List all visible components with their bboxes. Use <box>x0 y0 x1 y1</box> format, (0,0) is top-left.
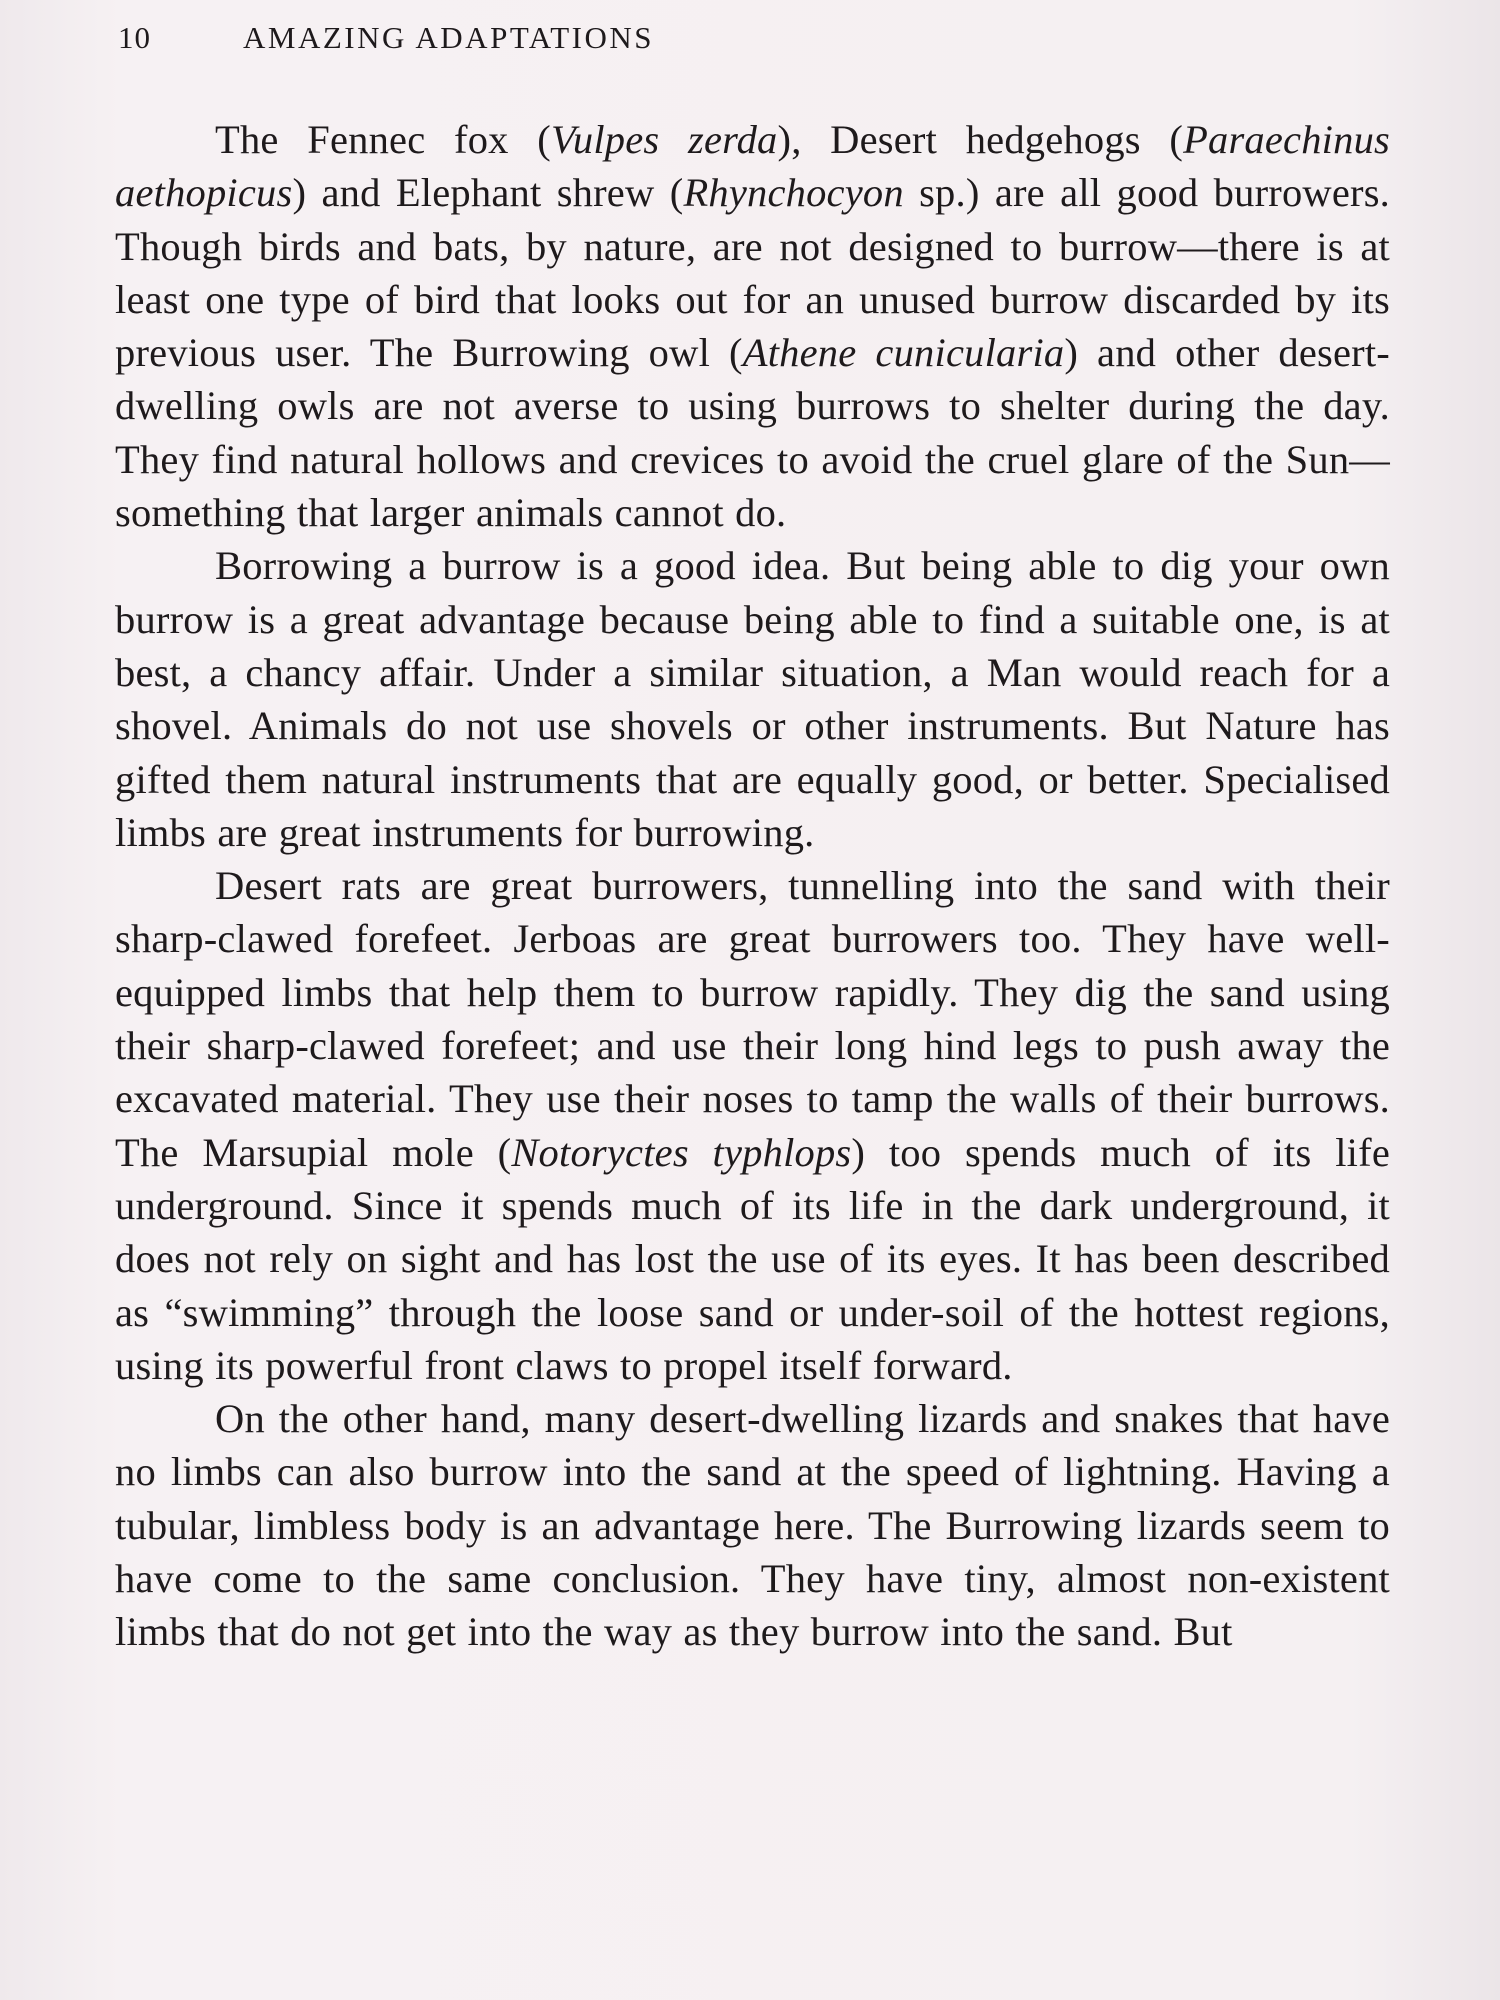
body-text <box>115 113 1390 1659</box>
text-run: Desert rats are great burrowers, tunnelling into the sand with their sharp-clawed forefeet. Jerboas are great burrowers too. They have well-equipped limbs that help them to burrow rapidly. They dig the sand using their sharp-clawed forefeet; and use their long hind legs to push away the excavated material. They use their noses to tamp the walls of their burrows. The Marsupial mole ( <box>115 863 1390 1175</box>
paragraph-desert-rats <box>115 859 1390 1392</box>
running-title: AMAZING ADAPTATIONS <box>243 20 654 55</box>
running-head <box>118 18 654 58</box>
species-name: Athene cunicularia <box>742 330 1065 376</box>
paragraph-limbless-lizards <box>115 1392 1390 1658</box>
text-run: ) and Elephant shrew ( <box>292 170 684 216</box>
text-run: ) too spends much of its life underground. Since it spends much of its life in the dark underground, it does not rely on sight and has lost the use of its eyes. It has been described as “swimming” through the loose sand or under-soil of the hottest regions, using its powerful front claws to propel itself forward. <box>115 1129 1390 1388</box>
species-name: Rhynchocyon <box>683 170 904 216</box>
text-run: The Fennec fox ( <box>215 117 551 162</box>
species-name: Notoryctes typhlops <box>511 1129 852 1175</box>
species-name: Paraechinus aethopicus <box>115 117 1390 216</box>
text-run: ) and other desert-dwelling owls are not averse to using burrows to shelter during the day. They find natural hollows and crevices to avoid the cruel glare of the Sun—something that larger animals cannot do. <box>115 330 1390 536</box>
page-number: 10 <box>118 20 151 55</box>
paragraph-borrowing-burrow <box>115 539 1390 859</box>
species-name: Vulpes zerda <box>550 117 778 162</box>
text-run: On the other hand, many desert-dwelling lizards and snakes that have no limbs can also burrow into the sand at the speed of lightning. Having a tubular, limbless body is an advantage here. The Burrowing lizards seem to have come to the same conclusion. They have tiny, almost non-existent limbs that do not get into the way as they burrow into the sand. But <box>115 1396 1390 1655</box>
text-run: Borrowing a burrow is a good idea. But being able to dig your own burrow is a great advantage because being able to find a suitable one, is at best, a chancy affair. Under a similar situation, a Man would reach for a shovel. Animals do not use shovels or other instruments. But Nature has gifted them natural instruments that are equally good, or better. Specialised limbs are great instruments for burrowing. <box>115 543 1390 855</box>
text-run: sp.) are all good burrowers. Though birds and bats, by nature, are not designed to burrow—there is at least one type of bird that looks out for an unused burrow discarded by its previous user. The Burrowing owl ( <box>115 170 1390 376</box>
text-run: ), Desert hedgehogs ( <box>777 117 1184 162</box>
paragraph-fennec-fox <box>115 113 1390 539</box>
